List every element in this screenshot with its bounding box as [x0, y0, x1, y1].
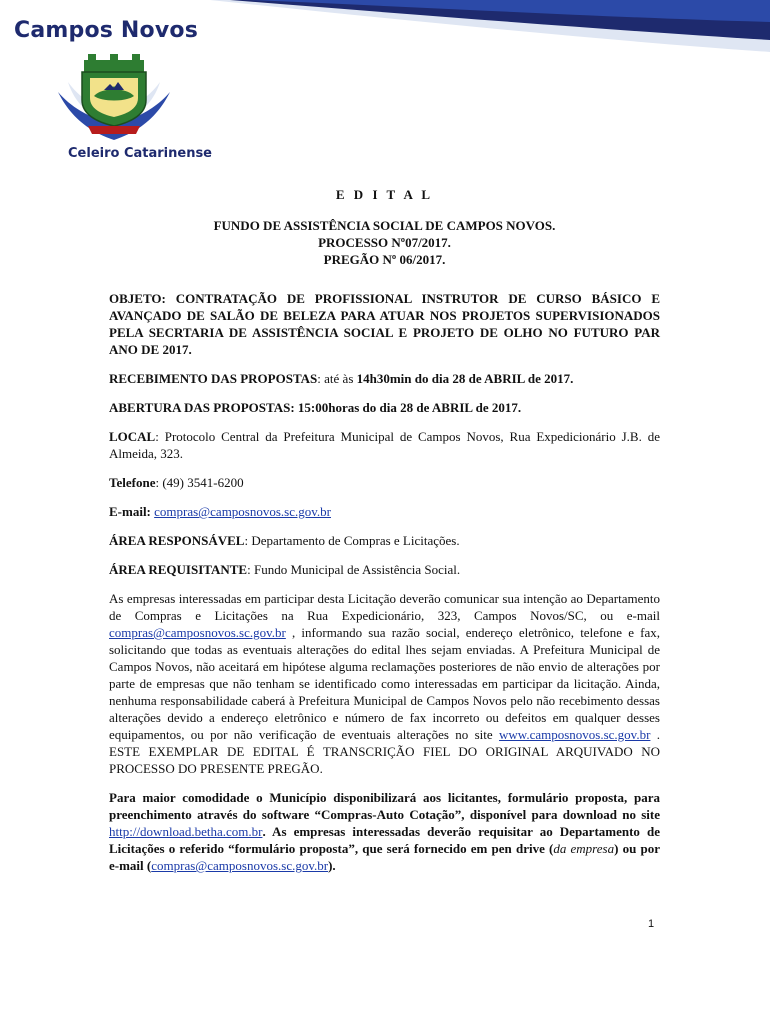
- objeto-label: OBJETO: [109, 291, 162, 306]
- area-requisitante-line: [109, 561, 660, 578]
- notice-site-link[interactable]: www.camposnovos.sc.gov.br: [499, 727, 651, 742]
- document-body: [109, 186, 660, 874]
- area-responsavel-line: [109, 532, 660, 549]
- pregao-number: PREGÃO Nº 06/2017.: [323, 252, 446, 267]
- software-part3: ) ou por e-mail (: [109, 841, 660, 873]
- software-italic: da empresa: [553, 841, 615, 856]
- edital-title: E D I T A L: [335, 187, 434, 202]
- email-line: [109, 503, 660, 520]
- brand-title: Campos Novos: [14, 18, 199, 43]
- local-label: LOCAL: [109, 429, 156, 444]
- local-paragraph: [109, 428, 660, 462]
- recebimento-mid: : até às: [317, 371, 357, 386]
- recebimento-label: RECEBIMENTO DAS PROPOSTAS: [109, 371, 318, 386]
- email-label: E-mail:: [109, 504, 151, 519]
- notice-paragraph: [109, 590, 660, 777]
- notice-part1: As empresas interessadas em participar desta Licitação deverão comunicar sua intenção ao Departamento de Compras e Licitações na Rua Expedicionário, 323, Campos Novos/SC, ou e-mail: [109, 591, 660, 623]
- fundo-title: FUNDO DE ASSISTÊNCIA SOCIAL DE CAMPOS NOVOS.: [213, 218, 556, 233]
- software-part2: . As empresas interessadas deverão requisitar ao Departamento de Licitações o referido “formulário proposta”, que será fornecido em pen drive (: [109, 824, 660, 856]
- telefone-line: [109, 474, 660, 491]
- title-block: [109, 186, 660, 268]
- local-text: : Protocolo Central da Prefeitura Municipal de Campos Novos, Rua Expedicionário J.B. de Almeida, 323.: [109, 429, 660, 461]
- objeto-paragraph: [109, 290, 660, 358]
- telefone-text: : (49) 3541-6200: [155, 475, 244, 490]
- notice-part2: , informando sua razão social, endereço eletrônico, telefone e fax, solicitando que todas as eventuais alterações do edital lhes sejam enviadas. A Prefeitura Municipal de Campos Novos, não aceitará em hipótese alguma reclamações posteriores de não envio de alterações por parte de empresas que não tenham se identificado como interessadas em participar da licitação. Ainda, nenhuma responsabilidade caberá à Prefeitura Municipal de Campos Novos pelo não recebimento dessas alterações devido a endereço eletrônico e número de fax incorreto ou defeitos em qualquer desses equipamentos, ou por não verificação de eventuais alterações no site: [109, 625, 660, 742]
- software-email-link[interactable]: compras@camposnovos.sc.gov.br: [151, 858, 329, 873]
- area-responsavel-text: : Departamento de Compras e Licitações.: [244, 533, 460, 548]
- area-responsavel-label: ÁREA RESPONSÁVEL: [109, 533, 245, 548]
- software-part4: ).: [328, 858, 336, 873]
- brand-subtitle: Celeiro Catarinense: [68, 146, 213, 161]
- page-header: [0, 0, 770, 170]
- coat-of-arms-icon: [54, 52, 174, 144]
- recebimento-value: 14h30min do dia 28 de ABRIL de 2017.: [356, 371, 574, 386]
- email-link[interactable]: compras@camposnovos.sc.gov.br: [154, 504, 331, 519]
- processo-number: PROCESSO Nº07/2017.: [318, 235, 451, 250]
- recebimento-line: [109, 370, 660, 387]
- area-requisitante-text: : Fundo Municipal de Assistência Social.: [247, 562, 461, 577]
- telefone-label: Telefone: [109, 475, 156, 490]
- page-number: 1: [648, 918, 655, 930]
- notice-email-link[interactable]: compras@camposnovos.sc.gov.br: [109, 625, 286, 640]
- area-requisitante-label: ÁREA REQUISITANTE: [109, 562, 248, 577]
- abertura-line: ABERTURA DAS PROPOSTAS: 15:00horas do dia 28 de ABRIL de 2017.: [109, 400, 522, 415]
- software-paragraph: [109, 789, 660, 874]
- objeto-text: : CONTRATAÇÃO DE PROFISSIONAL INSTRUTOR DE CURSO BÁSICO E AVANÇADO DE SALÃO DE BELEZA PARA ATUAR NOS PROJETOS SUPERVISIONADOS PELA SECRTARIA DE ASSISTÊNCIA SOCIAL E PROJETO DE OLHO NO FUTURO PAR ANO DE 2017.: [109, 291, 660, 357]
- notice-part3: . ESTE EXEMPLAR DE EDITAL É TRANSCRIÇÃO FIEL DO ORIGINAL ARQUIVADO NO PROCESSO DO PRESENTE PREGÃO.: [109, 727, 661, 776]
- download-link[interactable]: http://download.betha.com.br: [109, 824, 263, 839]
- software-part1: Para maior comodidade o Município disponibilizará aos licitantes, formulário proposta, para preenchimento através do software “Compras-Auto Cotação”, disponível para download no site: [109, 790, 660, 822]
